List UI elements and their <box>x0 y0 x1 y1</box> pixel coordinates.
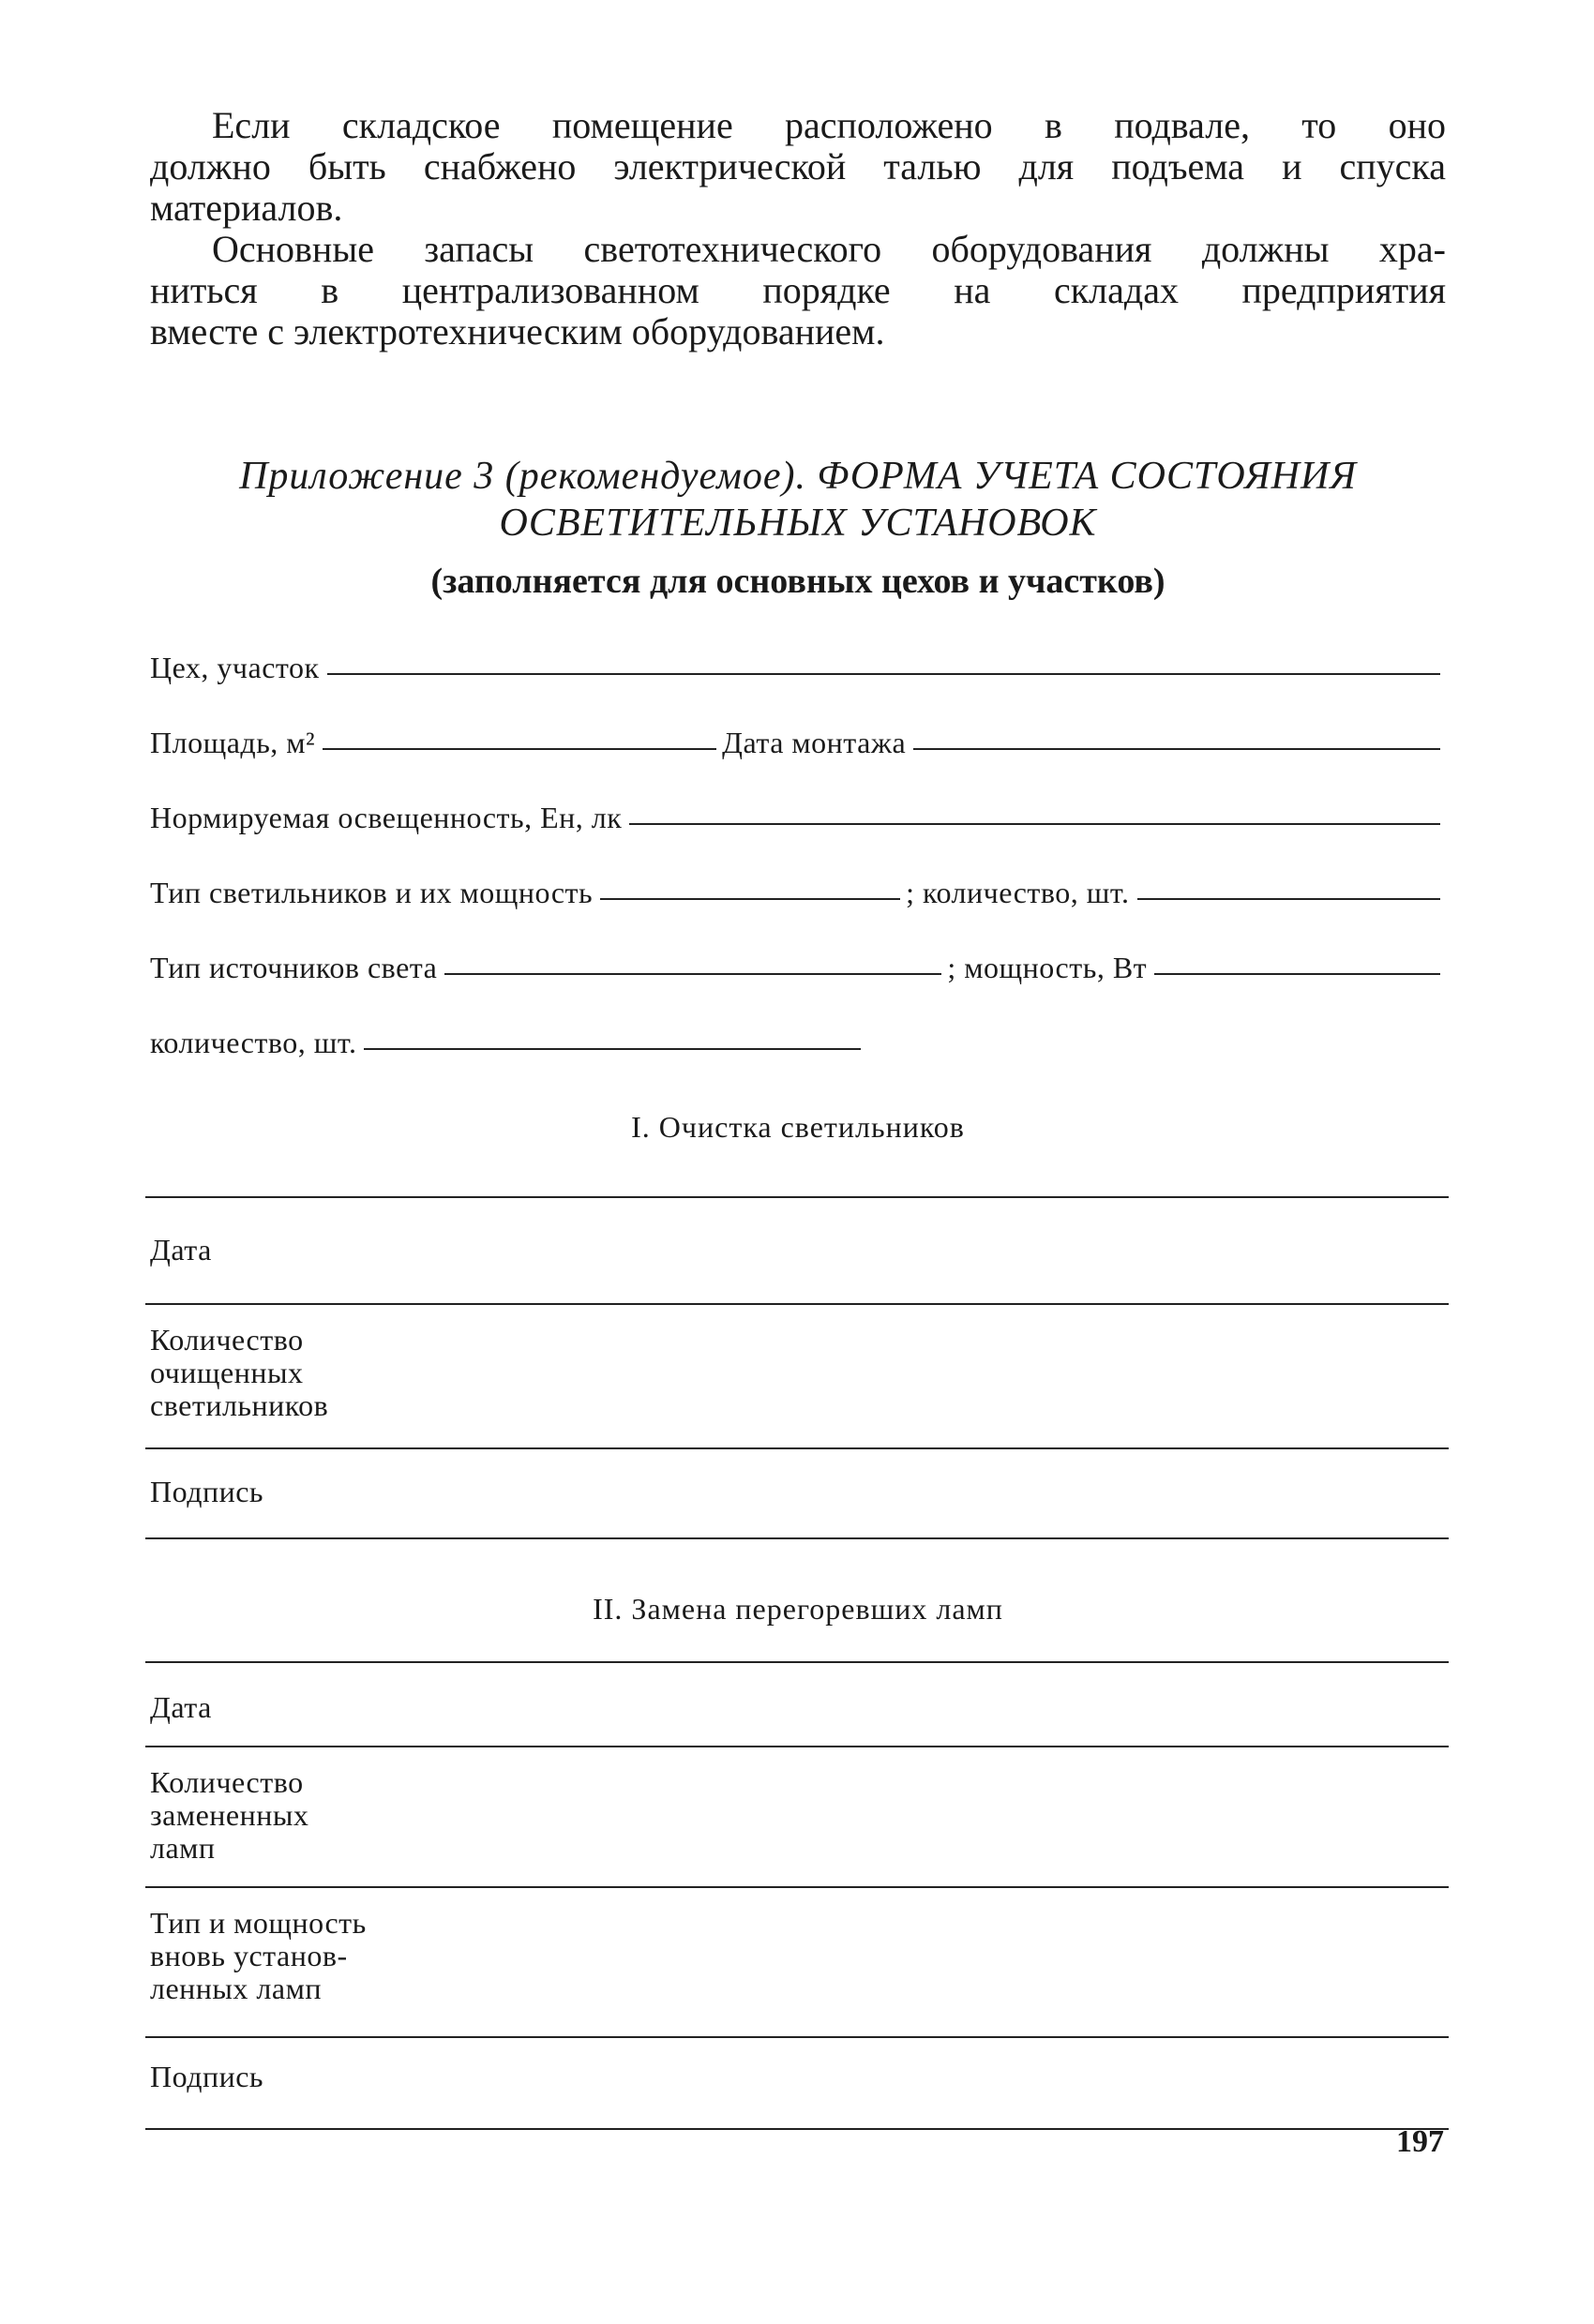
section2-row-type-power: Тип и мощность вновь установ- ленных ламп <box>150 1906 367 2005</box>
table-rule <box>145 1746 1449 1747</box>
field-workshop-blank[interactable] <box>327 673 1441 675</box>
table-rule <box>145 1303 1449 1305</box>
field-source-power-label: ; мощность, Вт <box>947 951 1148 984</box>
field-norm-illuminance-label: Нормируемая освещенность, Eн, лк <box>150 801 623 834</box>
field-workshop-label: Цех, участок <box>150 651 320 684</box>
field-luminaire-type-label: Тип светильников и их мощность <box>150 876 594 909</box>
section2-row-date: Дата <box>150 1690 212 1724</box>
section1-row-date: Дата <box>150 1233 212 1267</box>
field-luminaire-qty-label: ; количество, шт. <box>906 876 1130 909</box>
intro-p2-line3: вместе с электротехническим оборудованием. <box>150 310 885 352</box>
field-install-date-blank[interactable] <box>913 748 1440 750</box>
intro-p1-line3: материалов. <box>150 187 343 229</box>
field-sources <box>150 947 1446 984</box>
intro-p1-line1: Если складское помещение расположено в подвале, то оно <box>212 104 1446 146</box>
field-source-qty <box>150 1022 1446 1059</box>
table-rule <box>145 1196 1449 1198</box>
field-area-blank[interactable] <box>323 748 716 750</box>
field-luminaire-type-blank[interactable] <box>600 898 900 900</box>
intro-p2-line2: ниться в централизованном порядке на складах предприятия <box>150 269 1446 311</box>
appendix-subtitle: (заполняется для основных цехов и участков) <box>430 562 1165 601</box>
field-area-date <box>150 722 1446 759</box>
section1-row-count: Количество очищенных светильников <box>150 1323 329 1422</box>
field-source-qty-label: количество, шт. <box>150 1026 357 1059</box>
section2-title: II. Замена перегоревших ламп <box>593 1592 1003 1626</box>
field-workshop <box>150 647 1446 684</box>
intro-p2-line1: Основные запасы светотехнического оборудования должны хра- <box>212 228 1446 270</box>
field-source-type-label: Тип источников света <box>150 951 438 984</box>
table-rule <box>145 1537 1449 1539</box>
table-rule <box>145 1447 1449 1449</box>
field-install-date-label: Дата монтажа <box>722 726 907 759</box>
intro-p1-line2: должно быть снабжено электрической талью для подъема и спуска <box>150 145 1446 187</box>
table-rule <box>145 2036 1449 2038</box>
field-source-type-blank[interactable] <box>444 973 941 975</box>
field-source-power-blank[interactable] <box>1154 973 1440 975</box>
field-source-qty-blank[interactable] <box>364 1048 861 1050</box>
section2-row-count: Количество замененных ламп <box>150 1765 309 1865</box>
field-norm-illuminance <box>150 797 1446 834</box>
section1-title: I. Очистка светильников <box>631 1110 965 1144</box>
appendix-title-line2: ОСВЕТИТЕЛЬНЫХ УСТАНОВОК <box>499 502 1097 545</box>
appendix-title-line1: Приложение 3 (рекомендуемое). ФОРМА УЧЕТА СОСТОЯНИЯ <box>239 455 1357 498</box>
table-rule <box>145 1661 1449 1663</box>
field-area-label: Площадь, м² <box>150 726 316 759</box>
table-rule <box>145 2128 1449 2130</box>
table-rule <box>145 1886 1449 1888</box>
field-luminaire-qty-blank[interactable] <box>1137 898 1441 900</box>
field-luminaires <box>150 872 1446 909</box>
section1-row-signature: Подпись <box>150 1475 264 1508</box>
page-number: 197 <box>1396 2124 1444 2159</box>
field-norm-illuminance-blank[interactable] <box>629 823 1440 825</box>
section2-row-signature: Подпись <box>150 2060 264 2093</box>
